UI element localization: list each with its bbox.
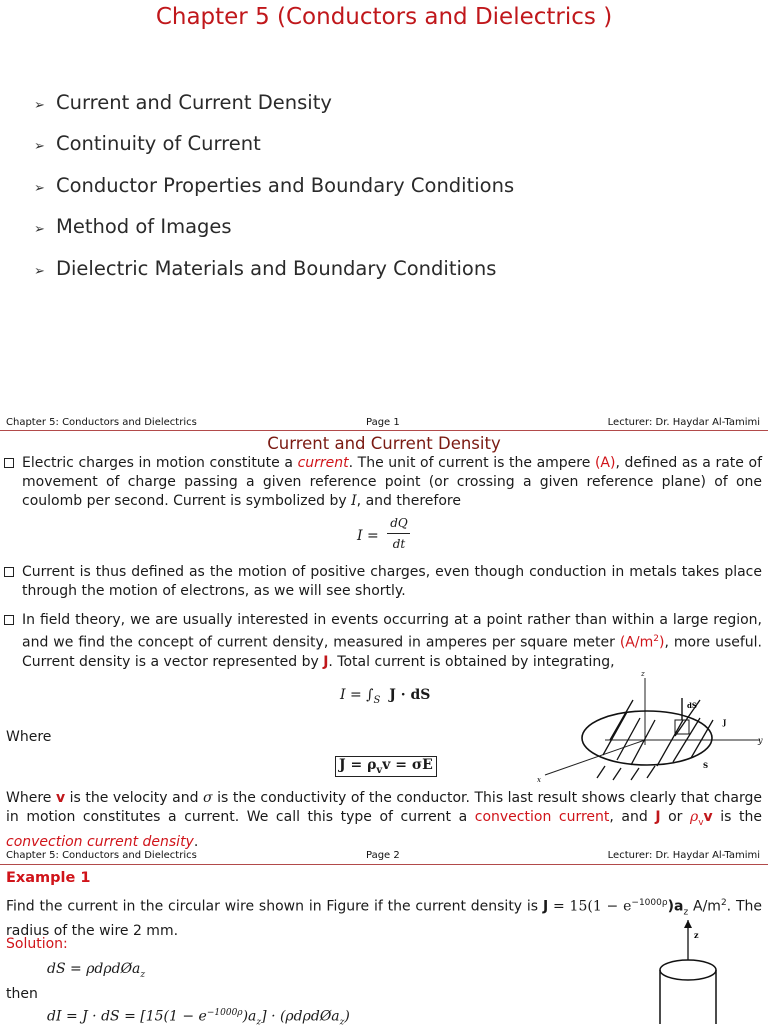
s-label: S: [703, 761, 709, 770]
surface-ellipse: [582, 711, 712, 765]
z-arrow-icon: [684, 920, 692, 928]
header-divider: [0, 430, 768, 431]
topic-label: Current and Current Density: [56, 91, 332, 114]
equation-numerator: dQ: [390, 516, 408, 530]
paragraph-convection: Where v is the velocity and σ is the conductivity of the conductor. This last result shows clearly that charge in motion constitutes a current. We call this type of current a convection current, and J or $\rho_vv$ is the convection current density.: [6, 790, 763, 850]
equation-current-lhs: I =: [357, 528, 379, 544]
arrow-bullet-icon: ➢: [34, 181, 45, 196]
equation-integral: $I = \int_S$ J · dS: [340, 687, 431, 706]
paragraph-current-definition: Electric charges in motion constitute a current. The unit of current is the ampere (A), defined as a rate of movement of charge passing a given reference point (or crossing a given reference plane) of one coulomb per second. Current is symbolized by I, and therefore: [22, 454, 762, 511]
header-divider: [0, 864, 768, 865]
fraction-bar: [387, 533, 410, 534]
example-problem: Find the current in the circular wire shown in Figure if the current density is $J = 15(1 - e^{-1000\rho})a_z$ $A/m^2$. The radius of the wire 2 mm.: [6, 898, 762, 940]
section-title: Current and Current Density: [267, 434, 501, 453]
arrow-bullet-icon: ➢: [34, 222, 45, 237]
header-lecturer: Lecturer: Dr. Haydar Al-Tamimi: [607, 850, 760, 861]
z-axis-label: z: [641, 670, 645, 678]
topic-label: Continuity of Current: [56, 132, 261, 155]
topic-bullet: [34, 215, 232, 238]
where-label: Where: [6, 729, 52, 745]
header-lecturer: Lecturer: Dr. Haydar Al-Tamimi: [607, 417, 760, 428]
y-axis-label: y: [758, 736, 763, 745]
j-label: J: [723, 718, 727, 727]
topic-bullet: [34, 91, 332, 114]
paragraph-current-density: In field theory, we are usually interested in events occurring at a point rather than within a large region, and we find the concept of current density, measured in amperes per square meter $(A/m^2)$, more useful. Current density is a vector represented by J. Total current is obtained by integrating,: [22, 611, 762, 672]
arrow-bullet-icon: ➢: [34, 264, 45, 279]
solution-label: Solution:: [6, 936, 68, 952]
header-page-number: Page 2: [366, 850, 400, 861]
equation-convection-box: $J = \rho_vv = \sigma E$: [335, 756, 437, 777]
ds-label: dS: [687, 701, 697, 710]
checkbox-bullet-icon: [4, 458, 14, 468]
paragraph-positive-charges: Current is thus defined as the motion of positive charges, even though conduction in metals takes place through the motion of electrons, as we will see shortly.: [22, 563, 762, 601]
topic-bullet: [34, 132, 261, 155]
header-left: Chapter 5: Conductors and Dielectrics: [6, 417, 197, 428]
topic-label: Dielectric Materials and Boundary Conditions: [56, 257, 497, 280]
header-page-number: Page 1: [366, 417, 400, 428]
topic-bullet: [34, 257, 496, 280]
equation-di: dI = J · dS = $[15(1 - e^{-1000\rho})a_z]$ · (ρdρdØa$_z$): [47, 1008, 350, 1027]
equation-denominator: dt: [392, 537, 406, 551]
arrow-bullet-icon: ➢: [34, 139, 45, 154]
wire-top: [660, 960, 716, 980]
z-label: z: [694, 930, 699, 940]
wire-figure: [650, 918, 730, 1024]
current-density-figure: [535, 670, 765, 785]
equation-ds: dS = ρdρdØa$_z$: [47, 961, 146, 980]
chapter-title: Chapter 5 (Conductors and Dielectrics ): [155, 4, 613, 30]
x-axis: [545, 740, 645, 775]
arrow-bullet-icon: ➢: [34, 98, 45, 113]
topic-label: Conductor Properties and Boundary Conditions: [56, 174, 515, 197]
example-title: Example 1: [6, 870, 91, 886]
x-axis-label: x: [537, 776, 541, 784]
topic-bullet: [34, 174, 514, 197]
topic-label: Method of Images: [56, 215, 232, 238]
then-label: then: [6, 986, 38, 1002]
checkbox-bullet-icon: [4, 615, 14, 625]
header-left: Chapter 5: Conductors and Dielectrics: [6, 850, 197, 861]
checkbox-bullet-icon: [4, 567, 14, 577]
